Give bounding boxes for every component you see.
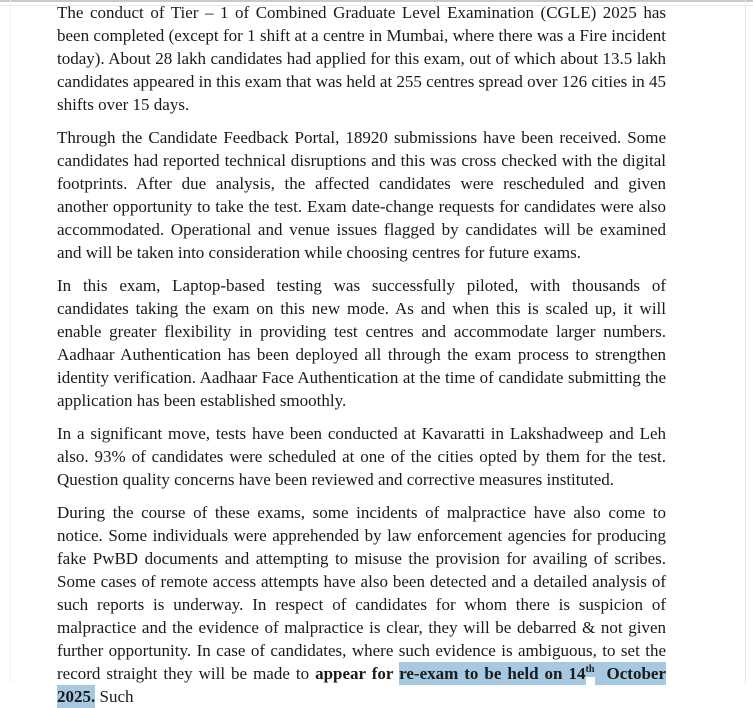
text-run: Through the Candidate Feedback Portal, 18920 submissions have been received. Some candidates had reported technical disruptions and this was cross checked with the digital footprints. After due analysis, the affected candidates were rescheduled and given another opportunity to take the test. Exam date-change requests for candidates were also accommodated. Operational and venue issues flagged by candidates will be examined and will be taken into consideration while choosing centres for future exams. <box>57 128 666 262</box>
right-margin-rule <box>745 0 746 683</box>
text-run: The conduct of Tier – 1 of Combined Graduate Level Examination (CGLE) 2025 has been completed (except for 1 shift at a centre in Mumbai, where there was a Fire incident today). About 28 lakh candidates had applied for this exam, out of which about 13.5 lakh candidates appeared in this exam that was held at 255 centres spread over 126 cities in 45 shifts over 15 days. <box>57 3 666 114</box>
paragraph <box>57 422 666 491</box>
highlighted-text-run: re-exam to be held on 14 <box>399 664 586 683</box>
highlighted-text-run: October 2025. <box>57 664 667 706</box>
text-run: In a significant move, tests have been conducted at Kavaratti in Lakshadweep and Leh also. 93% of candidates were scheduled at one of the cities opted by them for the test. Question quality concerns have been reviewed and corrective measures instituted. <box>57 424 666 489</box>
paragraph <box>57 274 666 412</box>
highlighted-text-run: th <box>585 664 595 676</box>
paragraph <box>57 1 666 116</box>
text-run: In this exam, Laptop-based testing was successfully piloted, with thousands of candidates taking the exam on this new mode. As and when this is scaled up, it will enable greater flexibility in providing test centres and accommodate larger numbers. Aadhaar Authentication has been deployed all through the exam process to strengthen identity verification. Aadhaar Face Authentication at the time of candidate submitting the application has been established smoothly. <box>57 276 666 410</box>
left-margin-rule <box>10 0 11 683</box>
document-text-block <box>57 1 666 708</box>
paragraph <box>57 501 666 708</box>
paragraph <box>57 126 666 264</box>
text-run: During the course of these exams, some incidents of malpractice have also come to notice. Some individuals were apprehended by law enforcement agencies for producing fake PwBD documents and attempting to misuse the provision for availing of scribes. Some cases of remote access attempts have also been detected and a detailed analysis of such reports is underway. In respect of candidates for whom there is suspicion of malpractice and the evidence of malpractice is clear, they will be debarred & not given further opportunity. In case of candidates, where such evidence is ambiguous, to set the record straight they will be made to <box>57 503 666 683</box>
text-run: Such <box>95 687 134 706</box>
text-run: appear for <box>315 664 400 683</box>
